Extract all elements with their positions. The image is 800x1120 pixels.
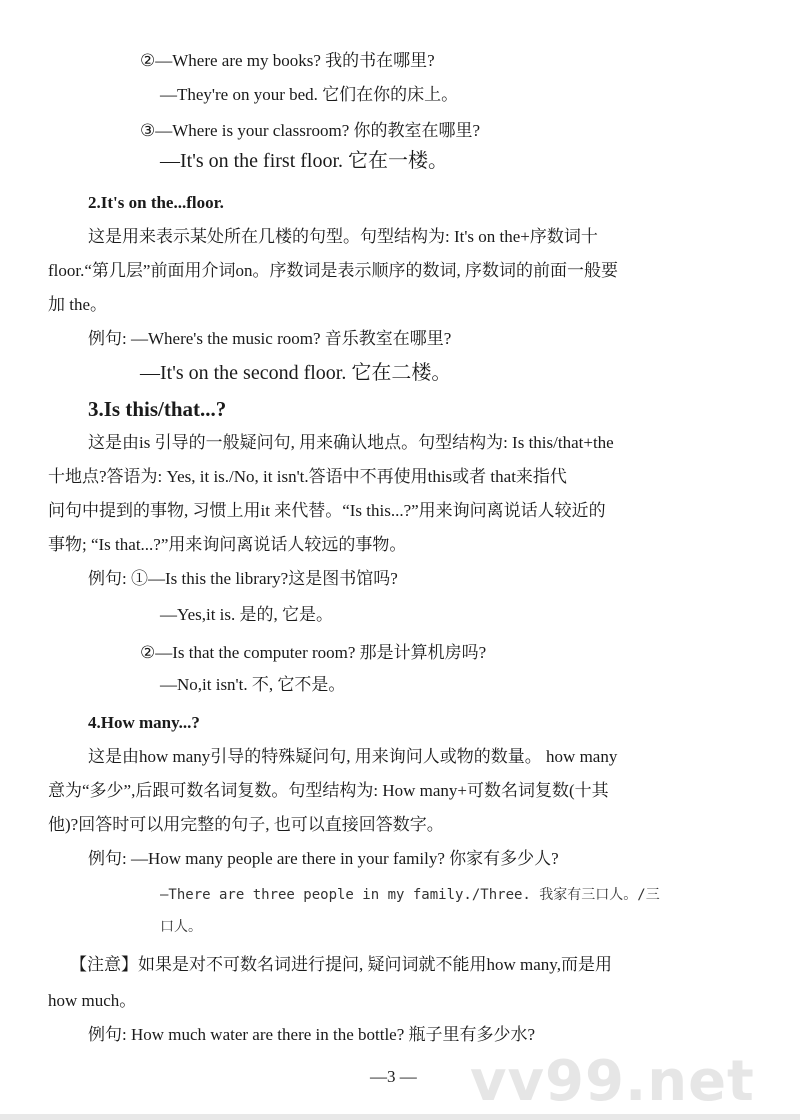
page-number: —3 — <box>370 1067 417 1086</box>
example-line: 例句: —Where's the music room? 音乐教室在哪里? <box>88 329 452 348</box>
paragraph-line: floor.“第几层”前面用介词on。序数词是表示顺序的数词, 序数词的前面一般要 <box>48 261 618 280</box>
example-line: ②—Is that the computer room? 那是计算机房吗? <box>140 643 487 662</box>
section-heading: 4.How many...? <box>88 713 200 732</box>
example-line: —No,it isn't. 不, 它不是。 <box>160 675 346 694</box>
example-line: ③—Where is your classroom? 你的教室在哪里? <box>140 121 481 140</box>
paragraph-line: 他)?回答时可以用完整的句子, 也可以直接回答数字。 <box>48 815 444 834</box>
paragraph-line: 这是用来表示某处所在几楼的句型。句型结构为: It's on the+序数词十 <box>88 227 598 246</box>
note-line: 【注意】如果是对不可数名词进行提问, 疑问词就不能用how many,而是用 <box>70 955 612 974</box>
example-line: —It's on the first floor. 它在一楼。 <box>160 150 449 172</box>
paragraph-line: 加 the。 <box>48 295 108 314</box>
note-line: how much。 <box>48 991 137 1010</box>
example-line: 例句: ①—Is this the library?这是图书馆吗? <box>88 569 398 588</box>
watermark: vv99.net <box>470 1049 755 1114</box>
example-line: 例句: How much water are there in the bottle? 瓶子里有多少水? <box>88 1025 536 1044</box>
example-line: 口人。 <box>160 919 202 935</box>
paragraph-line: 意为“多少”,后跟可数名词复数。句型结构为: How many+可数名词复数(十其 <box>48 781 609 800</box>
page-edge <box>0 1114 800 1120</box>
paragraph-line: 十地点?答语为: Yes, it is./No, it isn't.答语中不再使用this或者 that来指代 <box>48 467 567 486</box>
example-line: ②—Where are my books? 我的书在哪里? <box>140 51 435 70</box>
example-line: —They're on your bed. 它们在你的床上。 <box>160 85 459 104</box>
section-heading: 2.It's on the...floor. <box>88 193 224 212</box>
example-line: —There are three people in my family./Three. 我家有三口人。/三 <box>160 887 660 903</box>
paragraph-line: 这是由is 引导的一般疑问句, 用来确认地点。句型结构为: Is this/that+the <box>88 433 614 452</box>
section-heading: 3.Is this/that...? <box>88 397 227 421</box>
example-line: 例句: —How many people are there in your family? 你家有多少人? <box>88 849 559 868</box>
example-line: —It's on the second floor. 它在二楼。 <box>140 362 452 384</box>
paragraph-line: 问句中提到的事物, 习惯上用it 来代替。“Is this...?”用来询问离说话人较近的 <box>48 501 606 520</box>
example-line: —Yes,it is. 是的, 它是。 <box>160 605 334 624</box>
paragraph-line: 这是由how many引导的特殊疑问句, 用来询问人或物的数量。 how many <box>88 747 618 766</box>
paragraph-line: 事物; “Is that...?”用来询问离说话人较远的事物。 <box>48 535 407 554</box>
